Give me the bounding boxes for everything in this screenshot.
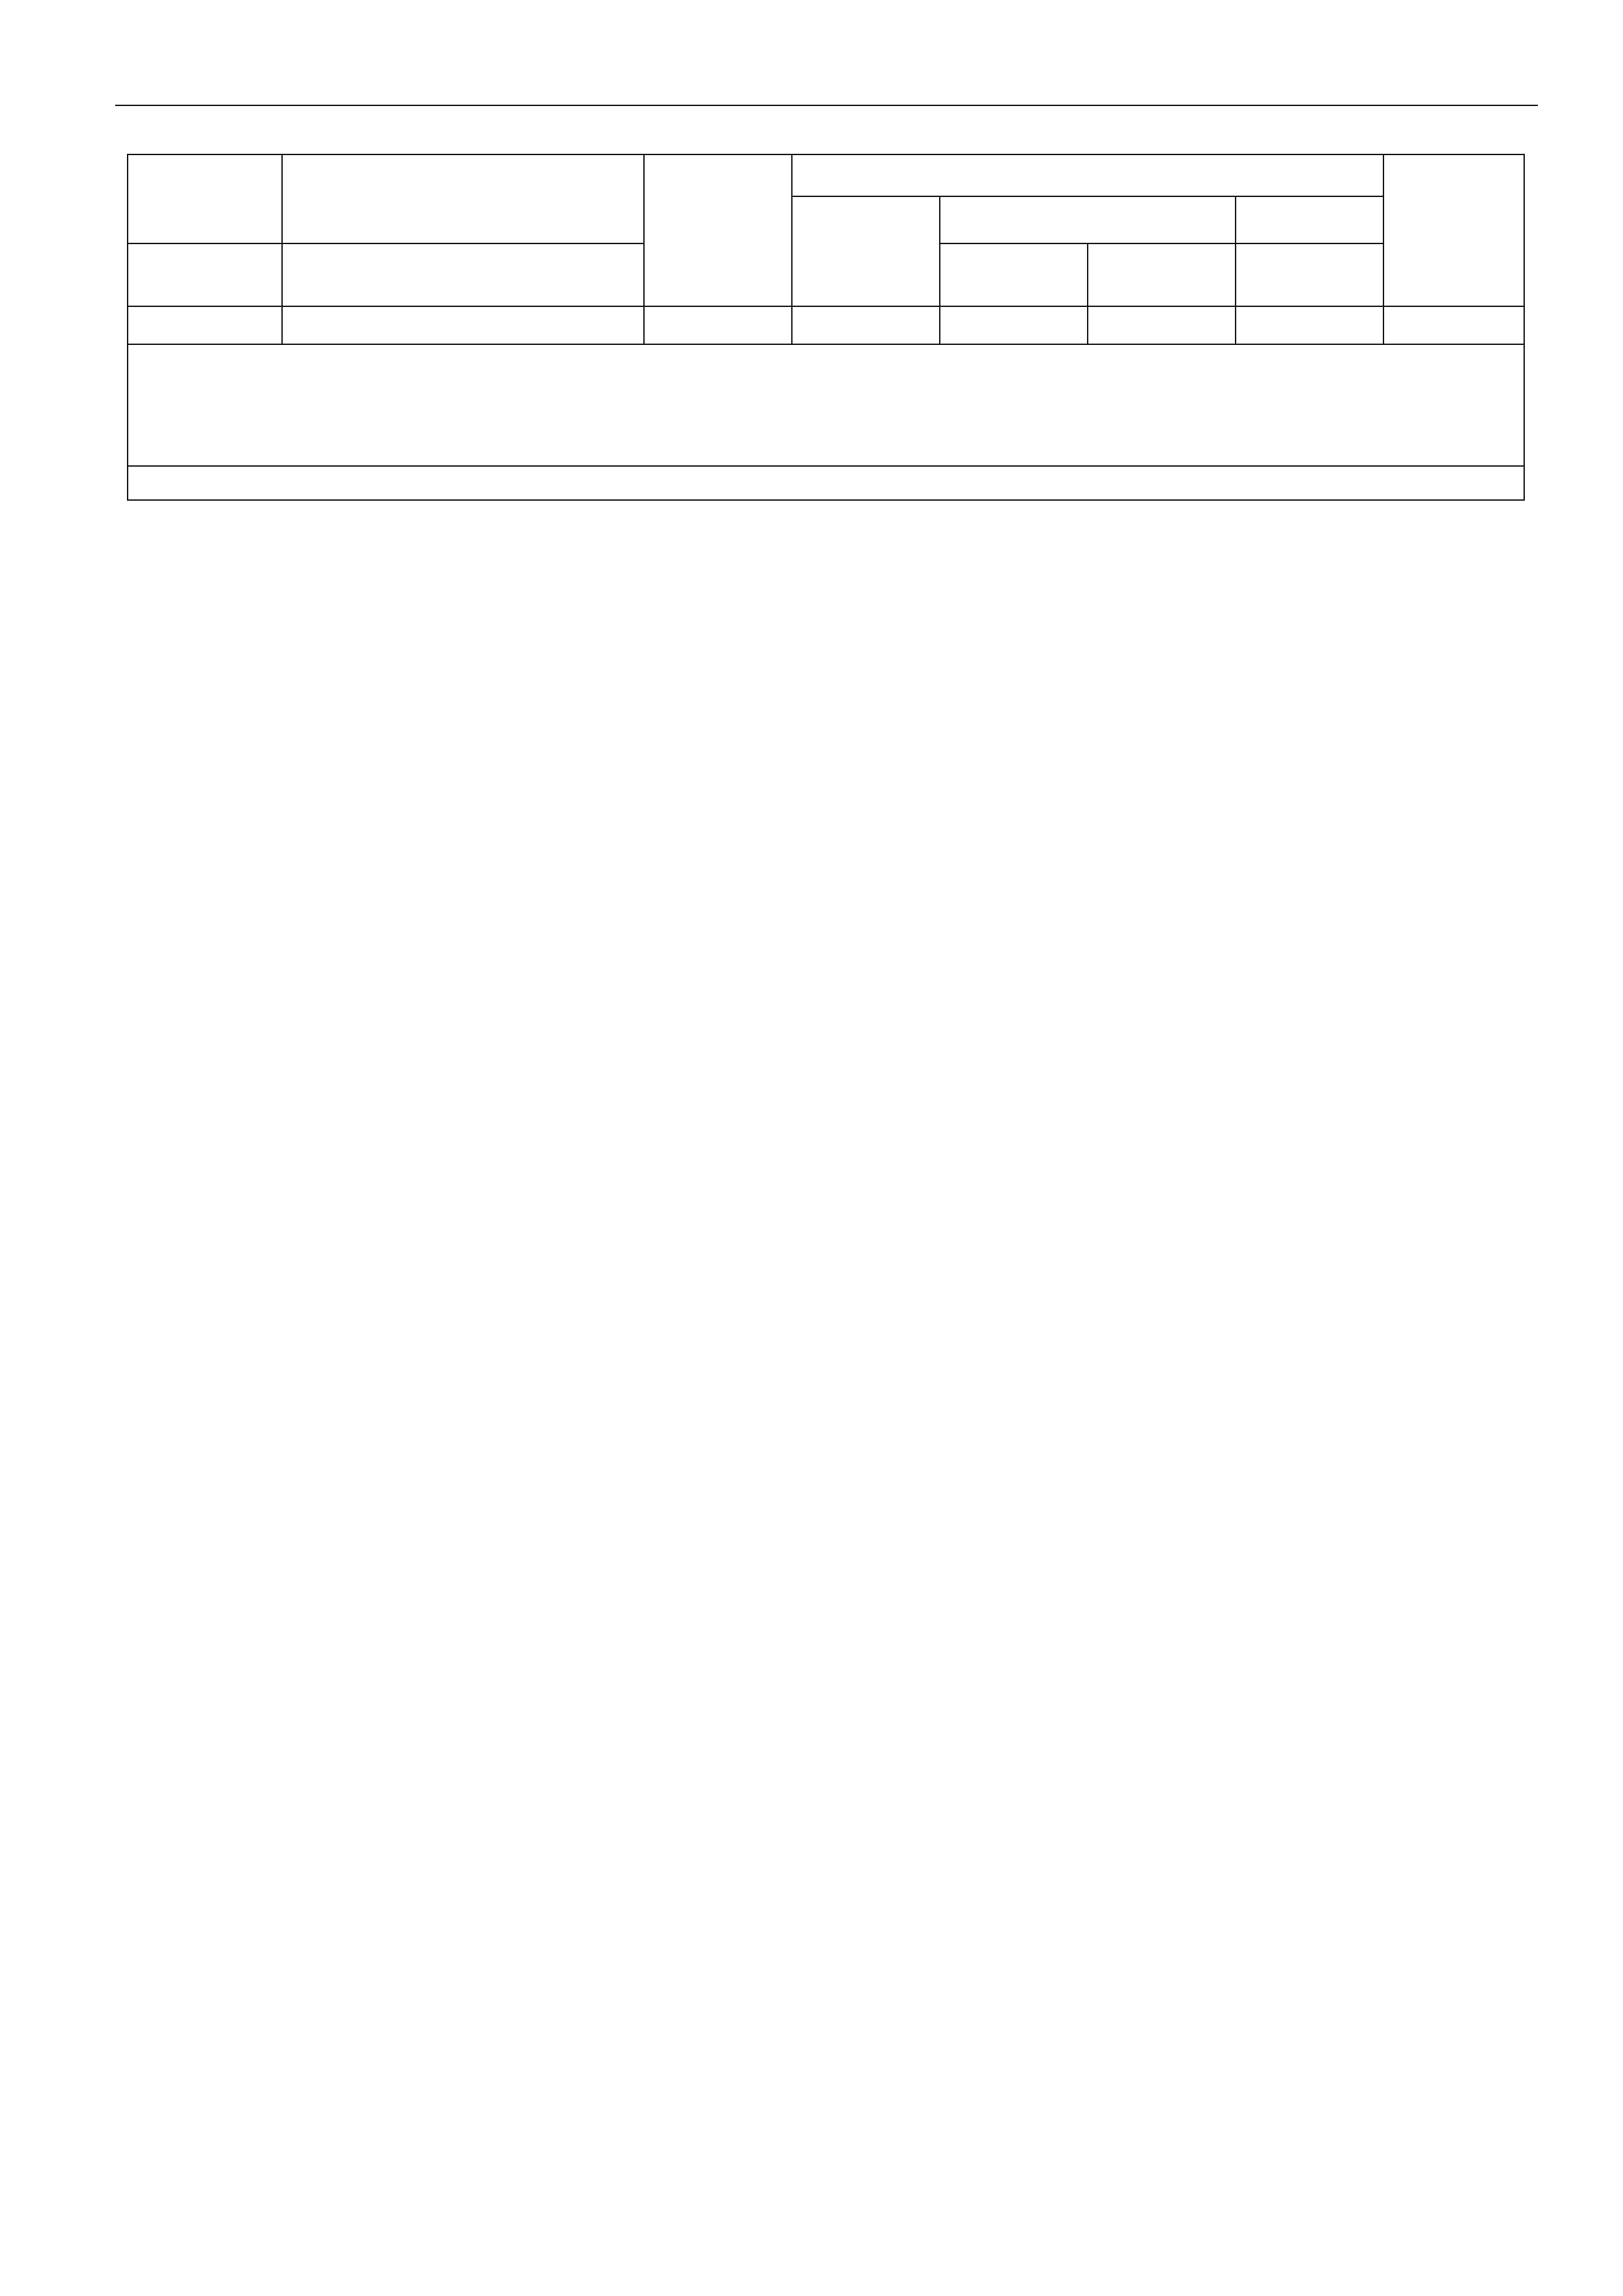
meter-row: [128, 433, 1524, 466]
header-direct-costs: [644, 154, 792, 306]
column-number: [282, 306, 644, 344]
section-title: [282, 466, 1524, 500]
section-pad: [128, 466, 282, 500]
header-materials: [1236, 196, 1383, 243]
column-number: [792, 306, 940, 344]
header-rule: [115, 105, 1538, 106]
header-labor: [1383, 154, 1524, 306]
header-machinists-pay: [1088, 243, 1236, 306]
rates-table: [127, 154, 1525, 501]
table-title: [792, 344, 1383, 433]
header-work-name: [282, 154, 644, 243]
header-labor-pay: [792, 196, 940, 306]
header-codes: [128, 243, 282, 306]
column-number: [1088, 306, 1236, 344]
section-row: [128, 466, 1524, 500]
header-materials-use: [1236, 243, 1383, 306]
header-incl: [792, 154, 1383, 196]
meter-pad: [128, 433, 282, 466]
column-number: [1236, 306, 1383, 344]
column-number: [940, 306, 1088, 344]
column-number: [644, 306, 792, 344]
header-machines: [940, 196, 1236, 243]
table-label: [128, 344, 792, 433]
column-number: [1383, 306, 1524, 344]
column-number: [128, 306, 282, 344]
table-header: [128, 154, 1524, 344]
meter-text: [282, 433, 1524, 466]
header-codes-name: [282, 243, 644, 306]
table-title-pad: [1383, 344, 1524, 433]
header-machines-total: [940, 243, 1088, 306]
table-title-row: [128, 344, 1524, 433]
header-rates-no: [128, 154, 282, 243]
table-body: [128, 344, 1524, 500]
